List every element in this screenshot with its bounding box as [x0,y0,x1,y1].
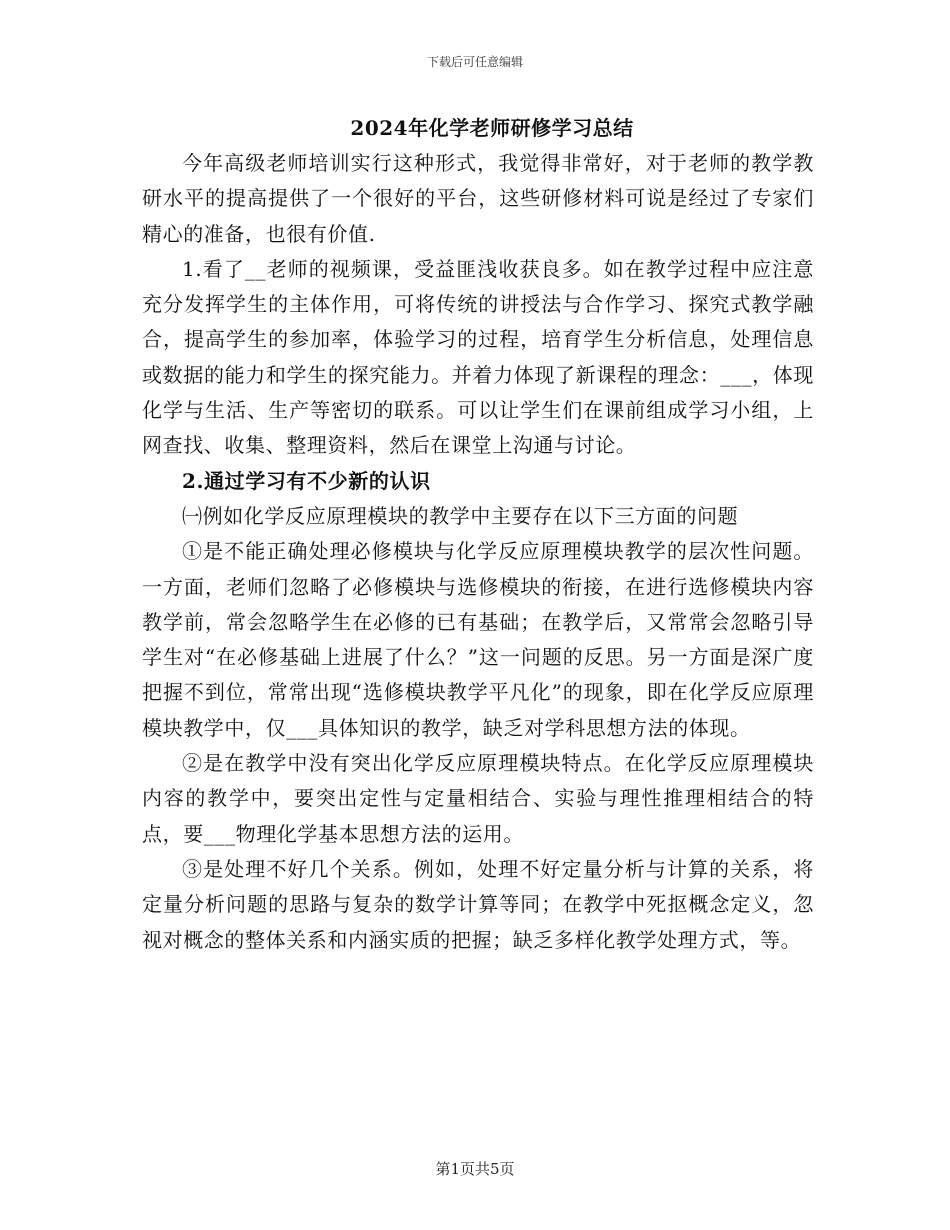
document-body [142,110,814,958]
page-footer: 第1页共5页 [435,1160,515,1178]
paragraph-issue-1: ①是不能正确处理必修模块与化学反应原理模块教学的层次性问题。一方面，老师们忽略了必修模块与选修模块的衔接，在进行选修模块内容教学前，常会忽略学生在必修的已有基础；在教学后，又常常会忽略引导学生对“在必修基础上进展了什么？”这一问题的反思。另一方面是深广度把握不到位，常常出现“选修模块教学平凡化”的现象，即在化学反应原理模块教学中，仅___具体知识的教学，缺乏对学科思想方法的体现。 [142,539,814,740]
paragraph-issue-3: ③是处理不好几个关系。例如，处理不好定量分析与计算的关系，将定量分析问题的思路与复杂的数学计算等同；在教学中死抠概念定义，忽视对概念的整体关系和内涵实质的把握；缺乏多样化教学处理方式，等。 [142,856,814,952]
paragraph-intro: 今年高级老师培训实行这种形式，我觉得非常好，对于老师的教学教研水平的提高提供了一个很好的平台，这些研修材料可说是经过了专家们精心的准备，也很有价值. [142,151,814,246]
section-heading-2: 2.通过学习有不少新的认识 [182,468,431,493]
paragraph-point-1: 1.看了__老师的视频课，受益匪浅收获良多。如在教学过程中应注意充分发挥学生的主体作用，可将传统的讲授法与合作学习、探究式教学融合，提高学生的参加率，体验学习的过程，培育学生分析信息，处理信息或数据的能力和学生的探究能力。并着力体现了新课程的理念：___，体现化学与生活、生产等密切的联系。可以让学生们在课前组成学习小组，上网查找、收集、整理资料，然后在课堂上沟通与讨论。 [142,256,814,458]
paragraph-subsection-1: ㈠例如化学反应原理模块的教学中主要存在以下三方面的问题 [182,503,739,528]
header-note: 下载后可任意编辑 [426,55,523,69]
page-title: 2024年化学老师研修学习总结 [350,116,634,140]
paragraph-issue-2: ②是在教学中没有突出化学反应原理模块特点。在化学反应原理模块内容的教学中，要突出定性与定量相结合、实验与理性推理相结合的特点，要___物理化学基本思想方法的运用。 [142,751,814,846]
